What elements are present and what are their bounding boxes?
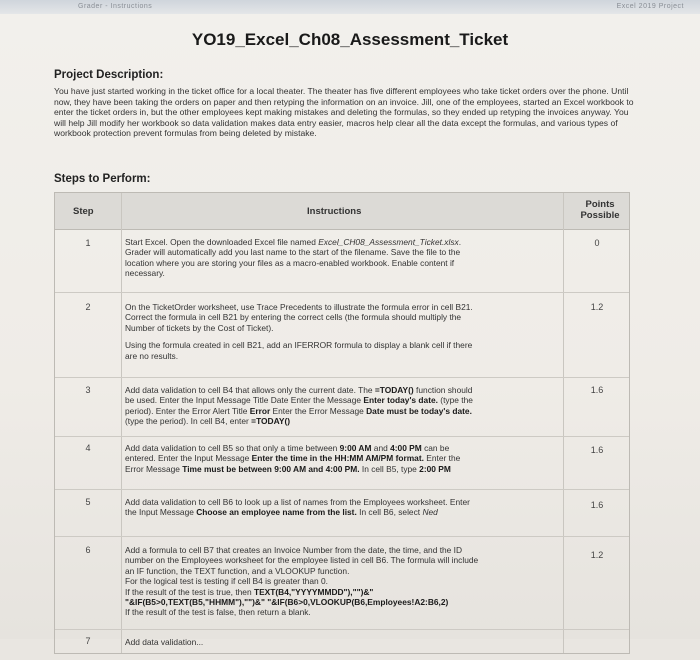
instruction-formula: "&IF(B5>0,TEXT(B5,"HHMM"),"")&" "&IF(B6>0,VLOOKUP(B6,Employees!A2:B6,2): [125, 597, 449, 608]
instruction-text: (type the period). Enter the Error Alert Title: [125, 395, 473, 416]
instruction-bold: Date must be today's date.: [366, 405, 472, 416]
step-number: 5: [85, 497, 91, 507]
instruction-bold: Time must be between 9:00 AM and 4:00 PM.: [182, 463, 360, 474]
table-row: [55, 630, 629, 660]
instruction-text: Add data validation to cell B5 so that only a time between: [125, 443, 340, 453]
instruction-text: In cell B6, select: [356, 507, 423, 518]
step-instructions: [125, 545, 479, 618]
step-number: 2: [85, 302, 91, 312]
instruction-text: If the result of the test is true, then: [125, 586, 254, 597]
step-instructions: [125, 385, 479, 427]
instruction-bold: Enter today's date.: [363, 395, 438, 406]
instruction-text: Start Excel. Open the downloaded Excel file named: [125, 237, 319, 247]
header-strip-left: Grader - Instructions: [78, 3, 153, 10]
instruction-formula: TEXT(B4,"YYYYMMDD"),"")&": [253, 586, 374, 597]
steps-table: [54, 192, 630, 654]
instruction-bold: Choose an employee name from the list.: [196, 507, 357, 518]
step-number: 1: [85, 238, 91, 248]
header-points-line2: Possible: [580, 210, 620, 221]
instruction-text: Add data validation to cell B6 to look up a list of names from the Employees worksheet. Enter the Input Message: [125, 497, 470, 518]
header-points-line1: Points: [585, 199, 615, 210]
step-points: 1.2: [590, 302, 604, 312]
table-row: [55, 490, 629, 537]
step-points: 1.6: [590, 385, 604, 395]
project-description-heading: Project Description:: [54, 69, 164, 81]
step-points: 1.6: [590, 500, 604, 510]
step-instructions: [125, 443, 479, 474]
steps-heading: Steps to Perform:: [54, 173, 151, 185]
instruction-bold: =TODAY(): [251, 416, 291, 427]
instruction-filename: Excel_CH08_Assessment_Ticket.xlsx: [318, 237, 459, 247]
header-step: Step: [73, 206, 94, 217]
instruction-bold: 2:00 PM: [419, 463, 451, 474]
instruction-bold: Error: [249, 405, 271, 416]
instruction-text: . Grader will automatically add you last name to the start of the filename. Save the file to the location where you are storing your files as a macro-enabled workbook. Enable content if necessary.: [125, 237, 462, 279]
instruction-bold: Enter the time in the HH:MM AM/PM format.: [251, 453, 424, 464]
table-row: [55, 437, 629, 490]
instruction-text: and: [371, 443, 391, 453]
instruction-text: Add a formula to cell B7 that creates an Invoice Number from the date, the time, and the ID number on the Employees worksheet for the employee listed in cell B6. The formula will include an IF function, the TEXT function, and a VLOOKUP function.: [125, 545, 479, 576]
instruction-text: Enter the Error Message: [270, 405, 367, 416]
instruction-text: In cell B5, type: [359, 463, 420, 474]
header-instructions: Instructions: [307, 206, 362, 217]
instruction-bold: 4:00 PM: [390, 443, 422, 453]
step-points: 1.2: [590, 550, 604, 560]
project-description-text: You have just started working in the ticket office for a local theater. The theater has five different employees who take ticket orders over the phone. Until now, they have been taking the orders on paper and then retyping the information on an invoice. Jill, one of the employees, started an Excel workbook to enter the ticket orders in, but the other employees kept making mistakes and deleting the formulas, so they ended up retyping the invoices anyway. You will help Jill modify her workbook so data validation makes data entry easier, macros help clear all the data except the formulas, and various types of workbook protection prevent formulas from being deleted by mistake.: [54, 86, 634, 139]
table-row: [55, 230, 629, 293]
instruction-text: Add data validation...: [125, 637, 204, 647]
table-header-row: [55, 193, 629, 230]
header-strip: [0, 0, 700, 14]
step-instructions: [125, 302, 479, 361]
step-instructions: [125, 637, 479, 647]
instruction-bold: =TODAY(): [374, 385, 414, 395]
instruction-bold: 9:00 AM: [339, 443, 372, 453]
step-instructions: [125, 497, 479, 518]
step-number: 3: [85, 385, 91, 395]
instruction-text: can be entered. Enter the Input Message: [125, 443, 450, 464]
step-points: 0: [594, 238, 600, 248]
document-title: YO19_Excel_Ch08_Assessment_Ticket: [191, 30, 509, 49]
header-strip-right: Excel 2019 Project: [616, 3, 684, 10]
instruction-text: Add data validation to cell B4 that allows only the current date. The: [125, 385, 375, 395]
step-number: 7: [85, 636, 91, 646]
instruction-text: Enter the Error Message: [125, 453, 461, 474]
instruction-text: If the result of the test is false, then return a blank.: [125, 607, 311, 618]
table-row: [55, 537, 629, 630]
table-row: [55, 378, 629, 437]
instruction-italic: Ned: [422, 507, 438, 518]
instruction-text: function should be used. Enter the Input Message Title Date Enter the Message: [125, 385, 473, 406]
table-row: [55, 293, 629, 378]
instruction-text: For the logical test is testing if cell B4 is greater than 0.: [125, 576, 328, 587]
instruction-text: (type the period). In cell B4, enter: [125, 416, 252, 427]
instruction-text: Using the formula created in cell B21, add an IFERROR formula to display a blank cell if there are no results.: [125, 340, 473, 361]
step-number: 4: [85, 443, 91, 453]
instruction-text: On the TicketOrder worksheet, use Trace Precedents to illustrate the formula error in cell B21. Correct the formula in cell B21 by entering the correct cells (the formula should multiply the Number of tickets by the Cost of Ticket).: [125, 302, 473, 333]
step-points: 1.6: [590, 445, 604, 455]
step-number: 6: [85, 545, 91, 555]
step-instructions: [125, 237, 479, 279]
header-points: [571, 199, 629, 221]
